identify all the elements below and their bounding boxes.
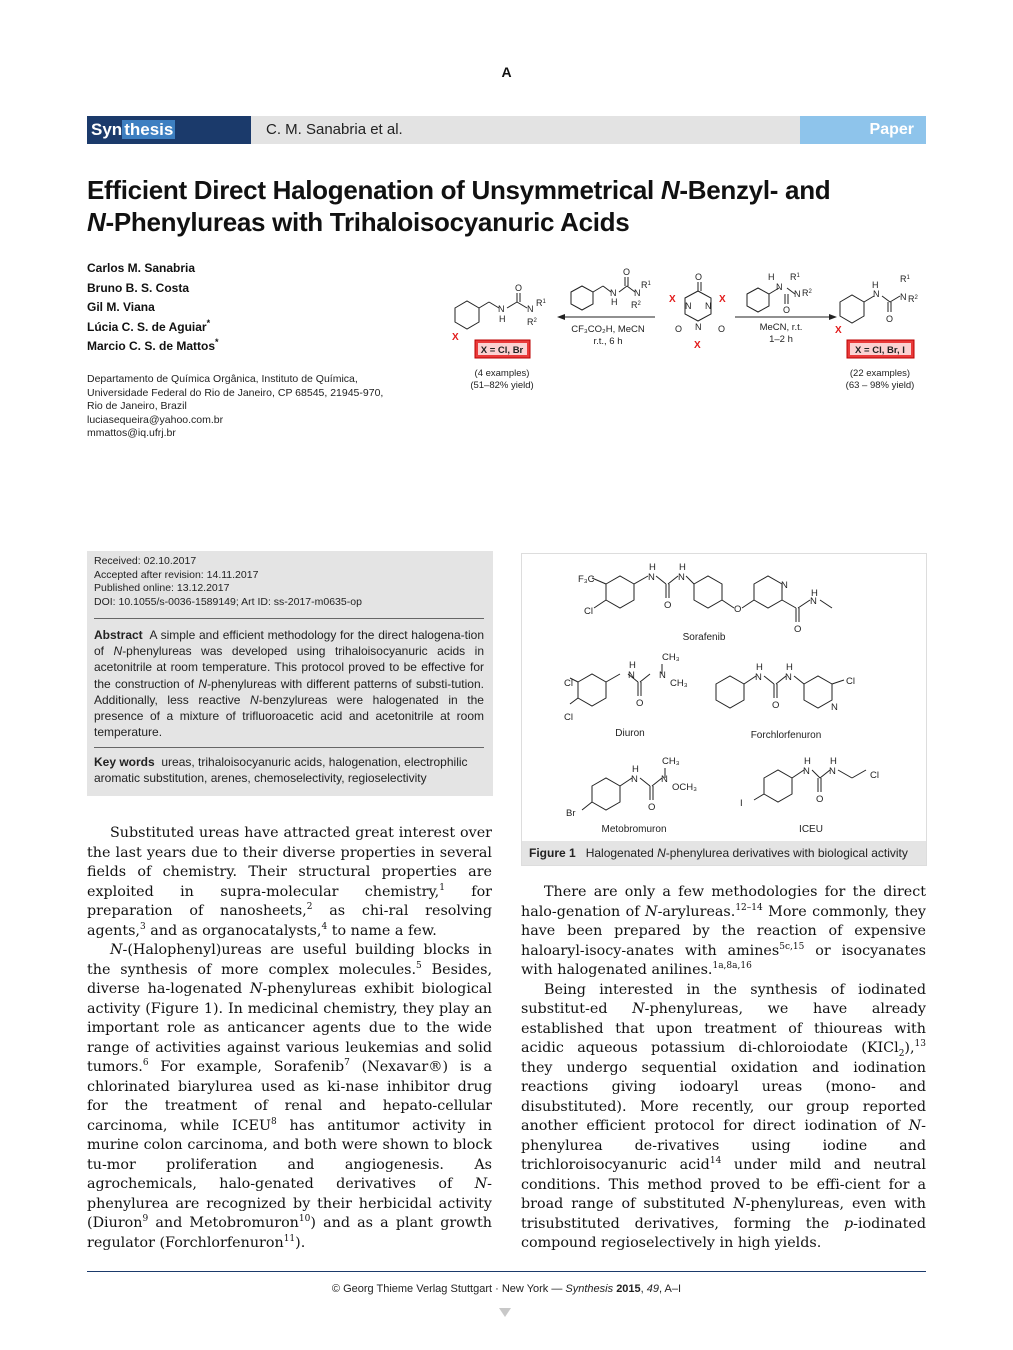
atom-label: N xyxy=(803,766,810,777)
atom-label: F₃C xyxy=(578,574,595,585)
halogen-box-right-label: X = Cl, Br, I xyxy=(855,345,905,356)
arrow-head-left xyxy=(557,314,565,320)
citation[interactable]: 6 xyxy=(142,1058,149,1069)
atom-label: Cl xyxy=(870,770,879,781)
benzene-ring xyxy=(694,576,722,608)
examples-count: (22 examples) xyxy=(849,368,911,379)
affiliation-line: Universidade Federal do Rio de Janeiro, CP 68545, 21945-970, xyxy=(87,386,384,399)
body-column-right xyxy=(521,883,926,1254)
halogen-box-left-label: X = Cl, Br xyxy=(480,345,524,356)
atom-label: N xyxy=(661,774,668,785)
text-span: -phenylureas with different patterns of substi-tution. Additionally, less reactive xyxy=(94,676,484,707)
citation[interactable]: 14 xyxy=(709,1156,722,1167)
atom-label: N xyxy=(628,670,635,681)
halogen-x-label: X xyxy=(694,340,701,351)
email-link[interactable]: mmattos@iq.ufrj.br xyxy=(87,427,176,440)
atom-label: H xyxy=(499,314,506,324)
citation[interactable]: 7 xyxy=(344,1058,350,1069)
atom-label: I xyxy=(740,798,743,809)
affiliation-line: Rio de Janeiro, Brazil xyxy=(87,400,187,413)
atom-label: O xyxy=(636,698,644,709)
atom-label: O xyxy=(783,305,791,315)
author-corresponding xyxy=(87,337,219,357)
reaction-scheme xyxy=(445,262,935,397)
citation[interactable]: 1 xyxy=(439,882,445,893)
atom-label: N xyxy=(829,766,836,777)
abstract-label: Abstract xyxy=(94,628,143,642)
paragraph: Substituted ureas have attracted great interest over the last years due to their diverse properties in several fields of chemistry. Their structural properties are exploited in supra-molecular chemistry,$^1$ for preparation of nanosheets,$^2$ as chi-ral resolving agents,$^3$ and as organocatalysts,$^4$ to name a few. xyxy=(87,825,493,939)
atom-label: O xyxy=(515,283,523,293)
author: Bruno B. S. Costa xyxy=(87,280,190,295)
atom-label: Br xyxy=(566,808,576,819)
r1-label: $R^1$ xyxy=(900,274,910,284)
page-down-icon[interactable] xyxy=(499,1308,511,1317)
citation[interactable]: 9 xyxy=(142,1214,149,1225)
atom-label: O xyxy=(623,267,631,277)
r2-label: $R^2$ xyxy=(802,288,812,298)
citation[interactable]: 3 xyxy=(139,921,146,932)
author: Carlos M. Sanabria xyxy=(87,261,196,275)
footer-divider xyxy=(87,1271,926,1272)
atom-label: H xyxy=(872,280,879,290)
title-part: -Phenylureas with Trihaloisocyanuric Acids xyxy=(105,207,630,237)
atom-label: N xyxy=(634,288,641,298)
benzene-ring xyxy=(840,295,864,323)
benzene-ring xyxy=(606,576,634,608)
examples-count: (4 examples) xyxy=(474,368,530,379)
email-link[interactable]: luciasequeira@yahoo.com.br xyxy=(87,413,224,426)
figure-1-structures xyxy=(522,554,926,841)
accepted-date: Accepted after revision: 14.11.2017 xyxy=(94,568,259,581)
figure-label: Figure 1 xyxy=(529,846,576,860)
atom-label: O xyxy=(675,324,683,334)
r1-label: $R^1$ xyxy=(641,280,651,290)
text-span: Halogenated xyxy=(585,846,658,860)
citation[interactable]: 5 xyxy=(416,960,422,971)
halogen-x-label: X xyxy=(719,294,726,305)
atom-label: CH₃ xyxy=(662,652,680,663)
benzene-ring xyxy=(455,301,479,329)
journal-logo-part1: Syn xyxy=(91,120,123,139)
article-type-badge xyxy=(800,116,926,144)
atom-label: N xyxy=(685,301,692,311)
keywords-text: ureas, trihaloisocyanuric acids, halogenation, electrophilic aromatic substitution, arenes, chemoselectivity, regioselectivity xyxy=(94,755,468,786)
benzene-ring xyxy=(578,674,606,706)
r1-label: $R^1$ xyxy=(790,272,800,282)
figure-1 xyxy=(521,553,927,866)
article-title xyxy=(87,174,947,238)
citation[interactable]: 12–14 xyxy=(735,902,763,913)
atom-label: N xyxy=(527,304,534,314)
text-span: -phenylureas was developed using trihaloisocyanuric acids in acetonitrile at room temperature. This protocol proved to be effective for the construction of xyxy=(94,644,485,691)
footer-copyright: © Georg Thieme Verlag Stuttgart · New York — Synthesis 2015, 49, A–I xyxy=(331,1283,682,1295)
atom-label: N xyxy=(695,322,702,332)
author: Marcio C. S. de Mattos xyxy=(87,339,216,353)
benzene-ring xyxy=(571,286,593,310)
paragraph: N-(Halophenyl)ureas are useful building blocks in the synthesis of more complex molecules.$^5$ Besides, diverse ha-logenated N-phenylureas exhibit biological activity (Figure 1). In medicinal chemistry, they play an important role as anticancer agents due to the wide range of activities against various leukemias and solid tumors.$^6$ For example, Sorafenib$^7$ (Nexavar®) is a chlorinated biarylurea used as ki-nase inhibitor drug for the treatment of renal and hepato-cellular carcinoma, while ICEU$^8$ has antitumor activity in murine colon carcinoma, and both were shown to block tu-mor proliferation and angiogenesis. As agrochemicals, halo-genated derivatives of N-phenylurea are recognized by their herbicidal activity (Diuron$^9$ and Metobromuron$^{10}$) and as a plant growth regulator (Forchlorfenuron$^{11}$). xyxy=(87,942,492,1251)
doi[interactable]: DOI: 10.1055/s-0036-1589149; Art ID: ss-2017-m0635-op xyxy=(94,595,362,608)
halogen-x-label: X xyxy=(835,325,842,336)
r1-label: $R^1$ xyxy=(536,298,546,308)
r2-label: $R^2$ xyxy=(631,300,641,310)
divider xyxy=(94,747,484,748)
atom-label: O xyxy=(816,794,824,805)
citation[interactable]: 13 xyxy=(914,1039,926,1050)
text-italic: N xyxy=(113,644,123,659)
text-italic: N xyxy=(198,676,208,691)
compound-name: Metobromuron xyxy=(601,824,667,835)
text-span: A simple and efficient methodology for the direct halogena-tion of xyxy=(94,628,484,659)
published-date: Published online: 13.12.2017 xyxy=(94,582,230,594)
atom-label: H xyxy=(811,588,818,599)
page-letter: A xyxy=(501,64,512,80)
abstract-text xyxy=(94,627,484,740)
title-part: -Benzyl- and xyxy=(679,175,831,205)
atom-label: N xyxy=(776,282,783,292)
atom-label: N xyxy=(873,289,880,299)
atom-label: H xyxy=(804,756,811,767)
title-part: Efficient Direct Halogenation of Unsymmetrical xyxy=(87,175,661,205)
received-date: Received: 02.10.2017 xyxy=(94,555,197,567)
citation[interactable]: 5c,15 xyxy=(779,941,805,952)
benzene-ring xyxy=(592,778,620,810)
atom-label: N xyxy=(794,289,801,299)
text-italic: N xyxy=(657,846,666,860)
benzene-ring xyxy=(747,288,769,312)
atom-label: H xyxy=(786,662,793,673)
atom-label: O xyxy=(772,700,780,711)
halogen-x-label: X xyxy=(452,332,459,343)
atom-label: H xyxy=(679,562,686,573)
conditions-left: r.t., 6 h xyxy=(593,336,623,347)
atom-label: N xyxy=(785,672,792,683)
citation[interactable]: 1a,8a,16 xyxy=(712,961,752,972)
citation[interactable]: 2 xyxy=(306,902,313,913)
figure-caption xyxy=(522,841,926,865)
atom-label: H xyxy=(649,562,656,573)
atom-label: N xyxy=(498,304,505,314)
benzene-ring xyxy=(716,676,744,708)
journal-logo xyxy=(87,116,251,144)
atom-label: O xyxy=(664,600,672,611)
atom-label: N xyxy=(900,292,907,302)
compound-name: ICEU xyxy=(799,824,823,835)
citation[interactable]: 4 xyxy=(321,921,328,932)
atom-label: O xyxy=(695,272,703,282)
atom-label: H xyxy=(632,764,639,775)
conditions-left: CF₃CO₂H, MeCN xyxy=(571,324,645,335)
atom-label: O xyxy=(886,314,894,324)
arrow-head-right xyxy=(829,314,837,320)
text-italic: N xyxy=(250,692,259,707)
citation[interactable]: 10 xyxy=(298,1214,311,1225)
atom-label: H xyxy=(629,660,636,671)
atom-label: N xyxy=(781,580,788,591)
conditions-right: 1–2 h xyxy=(769,334,793,345)
paragraph: Being interested in the synthesis of iodinated substitut-ed N-phenylureas, we have already established that upon treatment of thioureas with acidic aqueous potassium di-chloroiodate (KICl$_2$),$^{13}$ they undergo sequential oxidation and iodination reactions giving iodoaryl ureas (mono- and disubstituted). More recently, our group reported another efficient protocol for direct iodination of N-phenylurea de-rivatives using iodine and trichloroisocyanuric acid$^{14}$ under mild and neutral conditions. This method proved to be effi-cient for a broad range of substituted N-phenylureas, even with trisubstituted derivatives, forming the p-iodinated compound regioselectively in high yields. xyxy=(521,981,926,1251)
pyridine-ring xyxy=(754,576,782,608)
text-span: -phenylurea derivatives with biological activity xyxy=(665,846,908,860)
atom-label: H xyxy=(756,662,763,673)
atom-label: OCH₃ xyxy=(672,782,697,793)
divider xyxy=(94,618,484,619)
pyridine-ring xyxy=(804,676,832,708)
r2-label: $R^2$ xyxy=(527,317,537,327)
affiliation xyxy=(87,373,383,441)
compound-name: Diuron xyxy=(615,728,645,739)
corresponding-mark: * xyxy=(215,337,219,347)
atom-label: N xyxy=(648,572,655,583)
conditions-right: MeCN, r.t. xyxy=(759,322,803,333)
atom-label: H xyxy=(611,297,618,307)
atom-label: N xyxy=(810,596,817,607)
atom-label: Cl xyxy=(564,678,573,689)
affiliation-line: Departamento de Química Orgânica, Instituto de Química, xyxy=(87,373,358,385)
author-list xyxy=(87,259,219,357)
r2-label: $R^2$ xyxy=(908,294,918,304)
keywords xyxy=(94,754,484,786)
abstract-box xyxy=(87,551,493,796)
atom-label: Cl xyxy=(584,606,593,617)
atom-label: N xyxy=(755,672,762,683)
compound-name: Sorafenib xyxy=(682,632,726,643)
citation[interactable]: 11 xyxy=(283,1233,296,1244)
text-span: -benzylureas were halogenated in the presence of a mixture of trifluoroacetic acid and acetonitrile at room temperature. xyxy=(94,692,484,740)
atom-label: N xyxy=(631,774,638,785)
yield-range: (51–82% yield) xyxy=(470,380,534,391)
atom-label: O xyxy=(734,604,742,615)
atom-label: O xyxy=(718,324,726,334)
atom-label: N xyxy=(659,670,666,681)
atom-label: CH₃ xyxy=(670,678,688,689)
compound-name: Forchlorfenuron xyxy=(750,730,822,741)
halogen-x-label: X xyxy=(669,294,676,305)
author-corresponding xyxy=(87,318,219,338)
corresponding-mark: * xyxy=(206,317,211,328)
atom-label: Cl xyxy=(846,676,855,687)
paragraph: There are only a few methodologies for the direct halo-genation of N-arylureas.$^{12-14}$ More commonly, they have been prepared by the reaction of expensive haloaryl-isocy-anates with amines$^{5c,15}$ or isocyanates with halogenated anilines.$^{1a,8a,16}$ xyxy=(521,884,926,978)
article-dates xyxy=(94,555,362,609)
atom-label: H xyxy=(768,272,775,282)
keywords-label: Key words xyxy=(94,755,155,769)
author: Gil M. Viana xyxy=(87,300,155,314)
atom-label: N xyxy=(705,301,712,311)
atom-label: Cl xyxy=(564,712,573,723)
author: Lúcia C. S. de Aguiar xyxy=(87,319,207,334)
citation[interactable]: 8 xyxy=(271,1116,277,1127)
atom-label: O xyxy=(648,802,656,813)
article-type-label: Paper xyxy=(869,121,914,138)
atom-label: H xyxy=(830,756,837,767)
atom-label: CH₃ xyxy=(662,756,680,767)
atom-label: N xyxy=(610,288,617,298)
benzene-ring xyxy=(764,770,792,802)
atom-label: O xyxy=(794,624,802,635)
title-italic: N xyxy=(660,175,680,205)
journal-logo-part2: thesis xyxy=(124,120,174,139)
yield-range: (63 – 98% yield) xyxy=(845,380,915,391)
atom-label: N xyxy=(831,702,838,713)
header-authors: C. M. Sanabria et al. xyxy=(266,121,403,138)
atom-label: N xyxy=(678,572,685,583)
title-italic: N xyxy=(87,207,106,237)
body-column-left xyxy=(87,824,492,1253)
